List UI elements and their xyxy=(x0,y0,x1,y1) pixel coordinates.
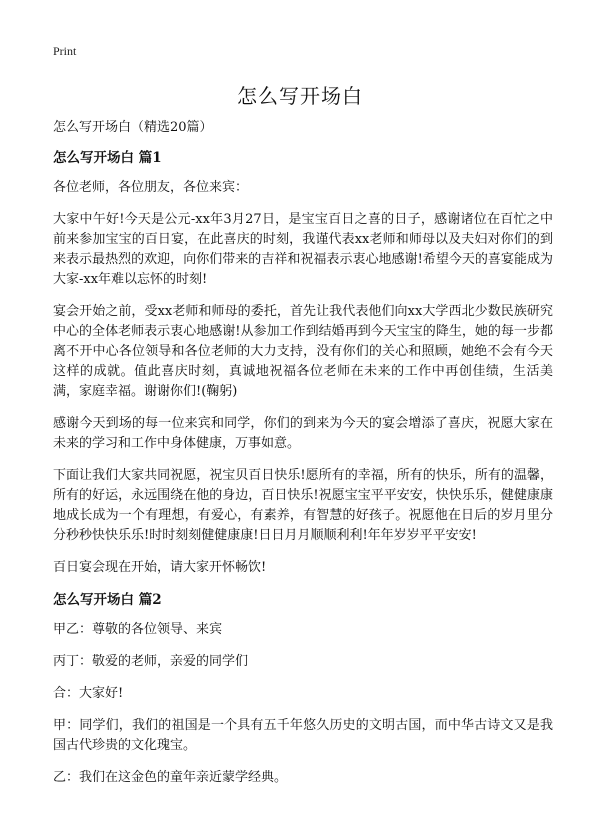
section-heading-1: 怎么写开场白 篇1 xyxy=(53,150,162,166)
section2-paragraph: 乙：我们在这金色的童年亲近蒙学经典。 xyxy=(53,770,288,785)
section1-paragraph: 百日宴会现在开始，请大家开怀畅饮! xyxy=(53,560,267,575)
section2-paragraph: 合：大家好! xyxy=(53,686,124,701)
section1-paragraph: 各位老师，各位朋友，各位来宾： xyxy=(53,180,249,195)
section1-paragraph: 下面让我们大家共同祝愿，祝宝贝百日快乐!愿所有的幸福，所有的快乐，所有的温馨，所有的好运，永远围绕在他的身边，百日快乐!祝愿宝宝平平安安，快快乐乐，健健康康地成长成为一个有理想，有爱心，有素养，有智慧的好孩子。祝愿他在日后的岁月里分分秒秒快快乐乐!时时刻刻健健康康!日日月月顺顺利利!年年岁岁平平安安! xyxy=(53,468,553,543)
page-title: 怎么写开场白 xyxy=(237,84,363,108)
section2-paragraph: 甲乙：尊敬的各位领导、来宾 xyxy=(53,622,223,637)
section1-paragraph: 宴会开始之前，受xx老师和师母的委托，首先让我代表他们向xx大学西北少数民族研究中心的全体老师表示衷心地感谢!从参加工作到结婚再到今天宝宝的降生，她的每一步都离不开中心各位领导和各位老师的大力支持，没有你们的关心和照顾，她绝不会有今天这样的成就。值此喜庆时刻，真诚地祝福各位老师在未来的工作中再创佳绩，生活美满，家庭幸福。谢谢你们!(鞠躬) xyxy=(53,304,553,399)
print-link[interactable]: Print xyxy=(53,44,77,58)
article-subtitle: 怎么写开场白（精选20篇） xyxy=(53,120,213,135)
article-body xyxy=(53,118,553,800)
section2-paragraph: 甲：同学们，我们的祖国是一个具有五千年悠久历史的文明古国，而中华古诗文又是我国古代珍贵的文化瑰宝。 xyxy=(53,718,553,753)
section2-paragraph: 丙丁：敬爱的老师，亲爱的同学们 xyxy=(53,654,249,669)
section-heading-2: 怎么写开场白 篇2 xyxy=(53,592,162,608)
section1-paragraph: 大家中午好!今天是公元-xx年3月27日，是宝宝百日之喜的日子，感谢诸位在百忙之中前来参加宝宝的百日宴，在此喜庆的时刻，我谨代表xx老师和师母以及夫妇对你们的到来表示最热烈的欢迎，向你们带来的吉祥和祝福表示衷心地感谢!希望今天的喜宴能成为大家-xx年难以忘怀的时刻! xyxy=(53,212,553,287)
section1-paragraph: 感谢今天到场的每一位来宾和同学，你们的到来为今天的宴会增添了喜庆，祝愿大家在未来的学习和工作中身体健康，万事如意。 xyxy=(53,416,553,451)
